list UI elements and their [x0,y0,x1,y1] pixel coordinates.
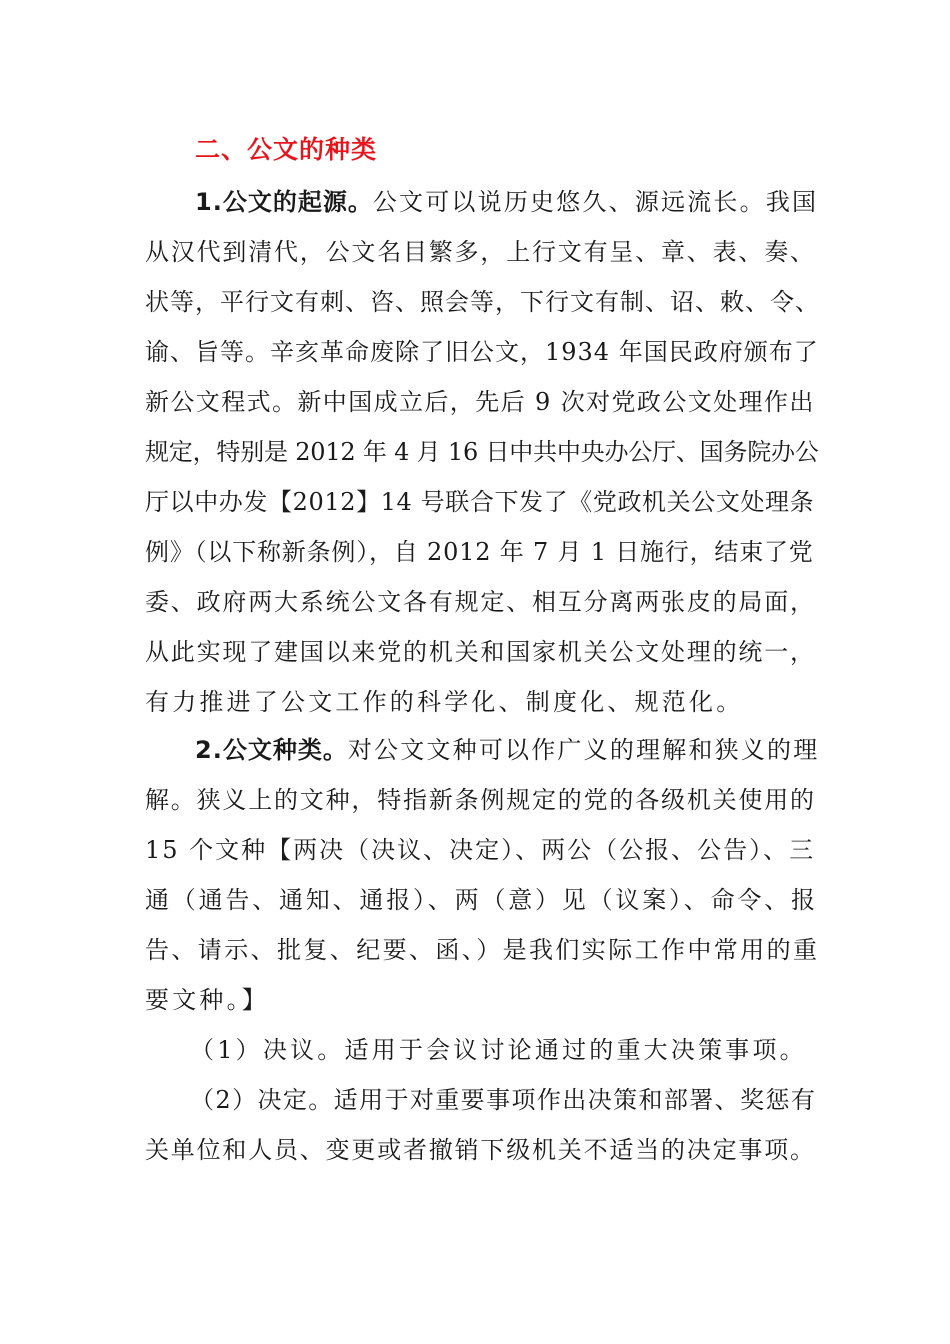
paragraph-line: 委、政府两大系统公文各有规定、相互分离两张皮的局面， [145,588,816,616]
paragraph-line: 从汉代到清代，公文名目繁多，上行文有呈、章、表、奏、 [145,238,816,266]
paragraph-line: 状等，平行文有刺、咨、照会等，下行文有制、诏、敕、令、 [145,288,820,316]
paragraph-line: 解。狭义上的文种，特指新条例规定的党的各级机关使用的 [145,786,816,814]
paragraph-text: 对公文文种可以作广义的理解和狭义的理 [347,736,820,764]
paragraph-line: 例》（以下称新条例），自 2012 年 7 月 1 日施行，结束了党 [145,538,814,566]
paragraph-text: 公文可以说历史悠久、源远流长。我国 [372,188,819,216]
paragraph-line: 告、请示、批复、纪要、函、）是我们实际工作中常用的重 [145,936,820,964]
paragraph-line: 通（通告、通知、通报）、两（意）见（议案）、命令、报 [145,886,818,914]
paragraph-line: 要文种。】 [145,986,269,1014]
paragraph-line: 厅以中办发【2012】14 号联合下发了《党政机关公文处理条 [145,488,815,516]
list-item-continuation: 关单位和人员、变更或者撤销下级机关不适当的决定事项。 [145,1136,816,1164]
list-item: （2）决定。适用于对重要事项作出决策和部署、奖惩有 [190,1086,817,1114]
section-heading: 二、公文的种类 [195,135,378,164]
paragraph-line: 有力推进了公文工作的科学化、制度化、规范化。 [145,688,744,716]
section-label: 2.公文种类。 [195,736,348,764]
section-label: 1.公文的起源。 [195,188,373,216]
paragraph-line: 规定，特别是 2012 年 4 月 16 日中共中央办公厅、国务院办公 [145,438,819,466]
paragraph-line: 从此实现了建国以来党的机关和国家机关公文处理的统一， [145,638,816,666]
paragraph-line: 新公文程式。新中国成立后，先后 9 次对党政公文处理作出 [145,388,815,416]
paragraph-line [195,732,819,768]
paragraph-line: 谕、旨等。辛亥革命废除了旧公文，1934 年国民政府颁布了 [145,338,819,366]
paragraph-line: 15 个文种【两决（决议、决定）、两公（公报、公告）、三 [145,836,816,864]
paragraph-line [195,184,818,220]
list-item: （1）决议。适用于会议讨论通过的重大决策事项。 [190,1036,807,1064]
